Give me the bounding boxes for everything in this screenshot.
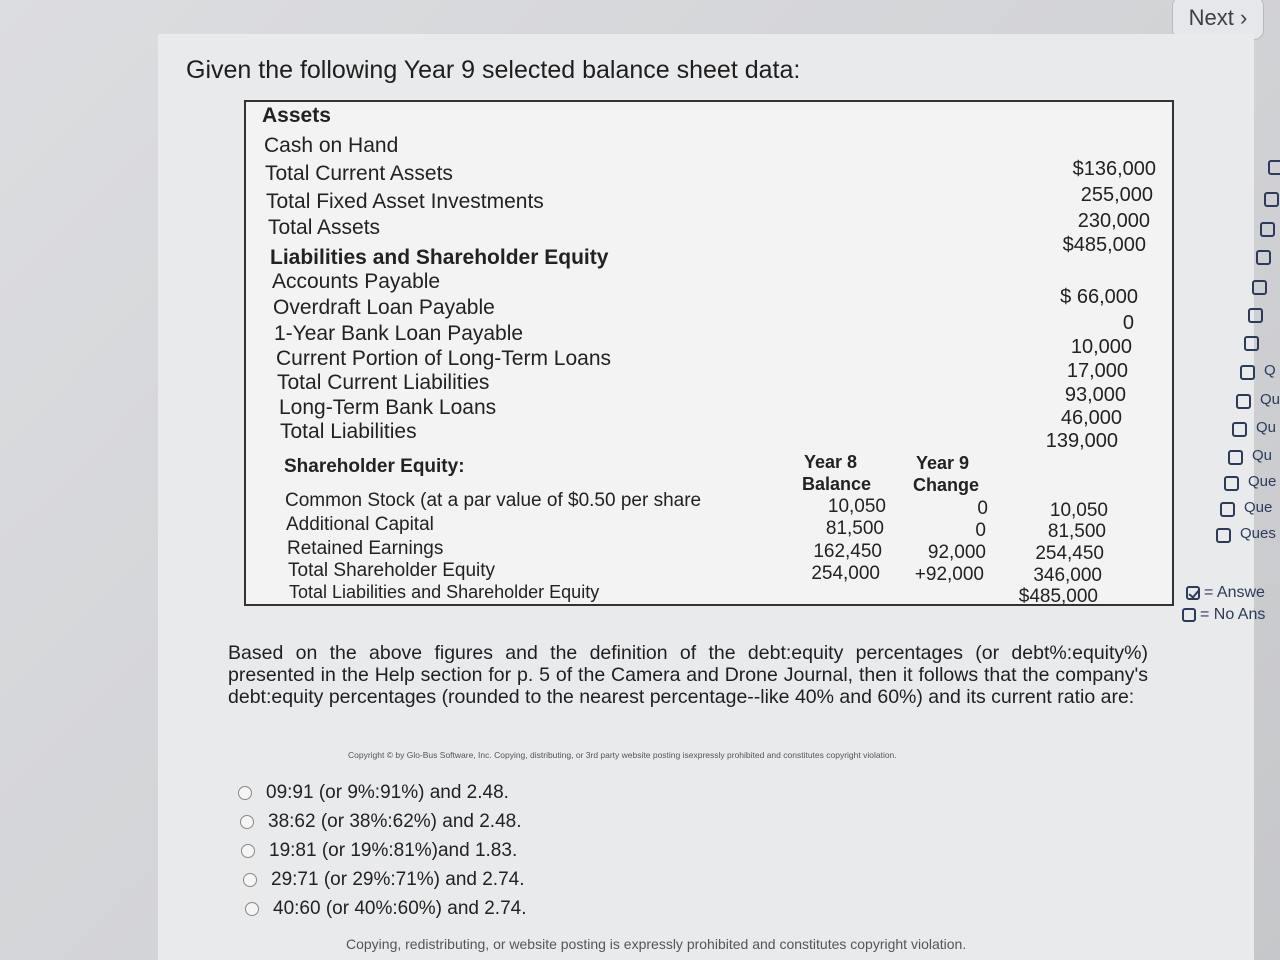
equity-change-value: 0 bbox=[975, 520, 986, 541]
liability-label: Accounts Payable bbox=[272, 270, 441, 293]
radio-button[interactable] bbox=[238, 786, 252, 800]
year9-column-header: Year 9 bbox=[916, 453, 970, 473]
question-status-label[interactable]: Ques bbox=[1240, 525, 1276, 542]
radio-button[interactable] bbox=[245, 902, 259, 916]
asset-value: 255,000 bbox=[1080, 184, 1153, 206]
answer-option[interactable] bbox=[238, 778, 527, 807]
checkbox-checked-icon bbox=[1186, 586, 1200, 600]
equity-year9-value: 81,500 bbox=[1047, 521, 1106, 542]
question-prompt: Based on the above figures and the definition of the debt:equity percentages (or debt%:equity%) presented in the Help section for p. 5 of the Camera and Drone Journal, then it follows that the company's debt:equity percentages (rounded to the nearest percentage--like 40% and 60%) and its current ratio are: bbox=[228, 642, 1148, 708]
legend-answered bbox=[1186, 584, 1265, 602]
equity-label: Additional Capital bbox=[286, 514, 434, 535]
answer-option[interactable] bbox=[245, 894, 527, 923]
question-status-icon[interactable] bbox=[1228, 450, 1243, 465]
equity-year8-value: 254,000 bbox=[811, 563, 880, 584]
liability-label: Total Current Liabilities bbox=[277, 371, 490, 394]
answer-options bbox=[238, 778, 527, 923]
question-status-icon[interactable] bbox=[1240, 365, 1255, 380]
liability-value: 17,000 bbox=[1066, 360, 1128, 382]
equity-change-value: +92,000 bbox=[914, 564, 984, 585]
question-status-icon[interactable] bbox=[1244, 336, 1259, 351]
equity-year8-value: 81,500 bbox=[825, 518, 884, 539]
equity-year9-value: 254,450 bbox=[1035, 543, 1104, 564]
liability-value: 139,000 bbox=[1045, 430, 1118, 452]
asset-label: Cash on Hand bbox=[264, 134, 399, 157]
question-status-label[interactable]: Qu bbox=[1260, 391, 1280, 408]
radio-button[interactable] bbox=[243, 873, 257, 887]
answer-option[interactable] bbox=[243, 865, 527, 894]
equity-label: Common Stock (at a par value of $0.50 per share bbox=[285, 490, 702, 511]
copyright-notice: Copyright © by Glo-Bus Software, Inc. Copying, distributing, or 3rd party website posting isexpressly prohibited and constitutes copyright violation. bbox=[348, 750, 897, 760]
question-navigator bbox=[1178, 110, 1280, 630]
asset-label: Total Current Assets bbox=[265, 162, 453, 185]
copyright-footer: Copying, redistributing, or website posting is expressly prohibited and constitutes copyright violation. bbox=[346, 936, 967, 952]
answer-option-label[interactable]: 19:81 (or 19%:81%)and 1.83. bbox=[269, 839, 518, 861]
question-status-icon[interactable] bbox=[1260, 222, 1275, 237]
question-status-icon[interactable] bbox=[1264, 192, 1279, 207]
equity-label: Retained Earnings bbox=[287, 538, 444, 559]
answer-option-label[interactable]: 09:91 (or 9%:91%) and 2.48. bbox=[266, 781, 509, 803]
liability-label: Overdraft Loan Payable bbox=[273, 296, 495, 319]
question-status-icon[interactable] bbox=[1252, 280, 1267, 295]
asset-value: $136,000 bbox=[1072, 158, 1156, 180]
liability-value: $ 66,000 bbox=[1060, 286, 1138, 308]
asset-value: $485,000 bbox=[1062, 234, 1146, 256]
liability-label: 1-Year Bank Loan Payable bbox=[274, 322, 524, 345]
question-status-label[interactable]: Qu bbox=[1256, 419, 1277, 436]
equity-year8-value: 162,450 bbox=[813, 541, 882, 562]
equity-year8-value: 10,050 bbox=[827, 496, 886, 517]
question-status-icon[interactable] bbox=[1248, 308, 1263, 323]
asset-label: Total Assets bbox=[268, 216, 381, 239]
radio-button[interactable] bbox=[241, 844, 255, 858]
question-status-label[interactable]: Q bbox=[1264, 362, 1276, 379]
answer-option-label[interactable]: 40:60 (or 40%:60%) and 2.74. bbox=[273, 897, 527, 919]
equity-label: Total Shareholder Equity bbox=[288, 560, 496, 581]
balance-sheet-table bbox=[244, 100, 1174, 606]
legend-answered-label: = Answe bbox=[1204, 584, 1265, 601]
question-status-label[interactable]: Que bbox=[1244, 499, 1273, 516]
liability-label: Long-Term Bank Loans bbox=[279, 396, 497, 419]
year8-column-header: Balance bbox=[802, 474, 872, 494]
liability-label: Total Liabilities bbox=[280, 420, 417, 443]
answer-option-label[interactable]: 38:62 (or 38%:62%) and 2.48. bbox=[268, 810, 522, 832]
question-status-icon[interactable] bbox=[1236, 394, 1251, 409]
year9-column-header: Change bbox=[913, 475, 980, 495]
question-status-icon[interactable] bbox=[1256, 250, 1271, 265]
answer-option-label[interactable]: 29:71 (or 29%:71%) and 2.74. bbox=[271, 868, 525, 890]
liability-value: 93,000 bbox=[1064, 384, 1126, 406]
equity-year9-value: $485,000 bbox=[1018, 586, 1098, 607]
question-status-label[interactable]: Que bbox=[1248, 473, 1277, 490]
question-status-icon[interactable] bbox=[1216, 528, 1231, 543]
question-status-icon[interactable] bbox=[1224, 476, 1239, 491]
equity-change-value: 92,000 bbox=[927, 542, 986, 563]
radio-button[interactable] bbox=[240, 815, 254, 829]
liabilities-heading: Liabilities and Shareholder Equity bbox=[270, 246, 609, 269]
asset-label: Total Fixed Asset Investments bbox=[266, 190, 544, 213]
checkbox-empty-icon bbox=[1182, 608, 1196, 622]
question-status-label[interactable]: Qu bbox=[1252, 447, 1273, 464]
liability-value: 10,000 bbox=[1070, 336, 1132, 358]
question-status-icon[interactable] bbox=[1268, 160, 1280, 175]
next-button[interactable]: Next › bbox=[1172, 0, 1264, 40]
question-status-icon[interactable] bbox=[1220, 502, 1235, 517]
answer-option[interactable] bbox=[240, 807, 527, 836]
liability-value: 0 bbox=[1122, 312, 1134, 334]
year8-column-header: Year 8 bbox=[804, 452, 858, 472]
liability-label: Current Portion of Long-Term Loans bbox=[276, 347, 612, 370]
answer-option[interactable] bbox=[241, 836, 527, 865]
question-title: Given the following Year 9 selected balance sheet data: bbox=[186, 56, 801, 84]
question-status-icon[interactable] bbox=[1232, 422, 1247, 437]
assets-heading: Assets bbox=[262, 104, 331, 127]
equity-year9-value: 10,050 bbox=[1049, 500, 1108, 521]
equity-heading: Shareholder Equity: bbox=[284, 456, 465, 477]
equity-year9-value: 346,000 bbox=[1033, 565, 1102, 586]
asset-value: 230,000 bbox=[1077, 210, 1150, 232]
liability-value: 46,000 bbox=[1060, 407, 1122, 429]
equity-change-value: 0 bbox=[977, 498, 988, 519]
legend-unanswered-label: = No Ans bbox=[1200, 606, 1266, 623]
equity-label: Total Liabilities and Shareholder Equity bbox=[289, 582, 600, 602]
legend-unanswered bbox=[1182, 606, 1265, 624]
